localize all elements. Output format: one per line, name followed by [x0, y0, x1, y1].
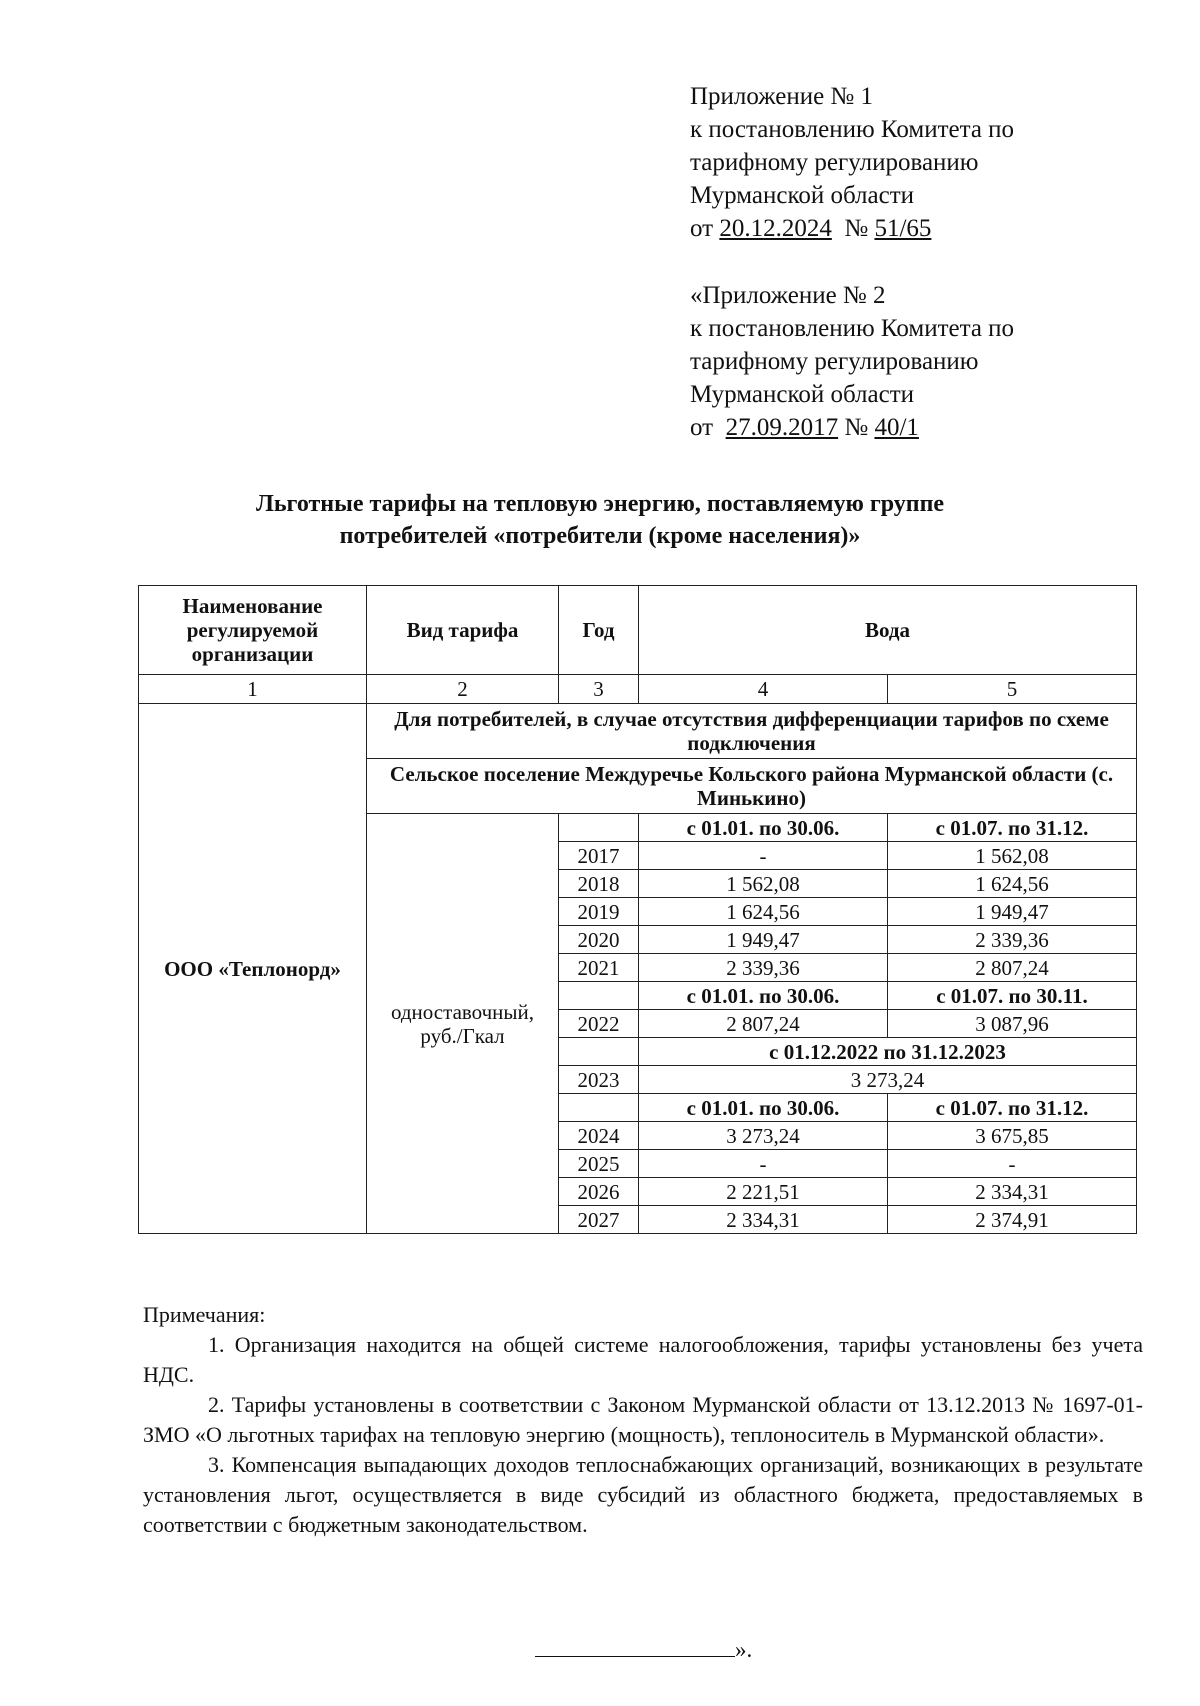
value-h2: 1 624,56 [888, 870, 1137, 898]
value-h1: 1 949,47 [639, 926, 888, 954]
value-h2: 1 562,08 [888, 842, 1137, 870]
year-cell: 2017 [559, 842, 639, 870]
appendix1-date: 20.12.2024 [719, 215, 832, 242]
year-cell: 2023 [559, 1066, 639, 1094]
value-h2: 3 675,85 [888, 1122, 1137, 1150]
appendix1-date-line [690, 212, 1014, 245]
col-number-3: 3 [559, 675, 639, 704]
period-year-blank [559, 1094, 639, 1122]
appendix2-number-prefix: № [844, 414, 869, 441]
period-year-blank [559, 1038, 639, 1066]
period-year-blank [559, 982, 639, 1010]
appendix2-number: 40/1 [874, 414, 919, 441]
period-year-blank [559, 814, 639, 842]
period-h1: с 01.01. по 30.06. [639, 1094, 888, 1122]
appendix2-date: 27.09.2017 [725, 414, 839, 441]
note-item-3: 3. Компенсация выпадающих доходов теплоснабжающих организаций, возникающих в результате установления льгот, осуществляется в виде субсидий из областного бюджета, предоставляемых в соответствии с бюджетным законодательством. [143, 1452, 1143, 1537]
col-number-1: 1 [139, 675, 367, 704]
value-h1: - [639, 1150, 888, 1178]
value-h1: 2 807,24 [639, 1010, 888, 1038]
closing-quote: ». [735, 1637, 753, 1662]
note-item-1: 1. Организация находится на общей системе налогообложения, тарифы установлены без учета НДС. [143, 1332, 1143, 1387]
value-h2: 2 339,36 [888, 926, 1137, 954]
signature-line [535, 1636, 735, 1657]
value-h1: 3 273,24 [639, 1122, 888, 1150]
year-cell: 2024 [559, 1122, 639, 1150]
period-h2: с 01.07. по 30.11. [888, 982, 1137, 1010]
period-full: с 01.12.2022 по 31.12.2023 [639, 1038, 1137, 1066]
notes-section [143, 1300, 1143, 1540]
appendix2-line3: тарифному регулированию [690, 348, 979, 375]
appendix1-line4: Мурманской области [690, 182, 915, 209]
year-cell: 2018 [559, 870, 639, 898]
value-h1: 1 562,08 [639, 870, 888, 898]
year-cell: 2026 [559, 1178, 639, 1206]
year-cell: 2025 [559, 1150, 639, 1178]
year-cell: 2022 [559, 1010, 639, 1038]
table-header-row [139, 586, 1137, 675]
value-h1: 2 334,31 [639, 1206, 888, 1234]
header-organization: Наименование регулируемой организации [139, 586, 367, 675]
header-water: Вода [639, 586, 1137, 675]
notes-heading: Примечания: [143, 1302, 266, 1327]
note-item-2: 2. Тарифы установлены в соответствии с Законом Мурманской области от 13.12.2013 № 1697-01-ЗМО «О льготных тарифах на тепловую энергию (мощность), теплоноситель в Мурманской области». [143, 1392, 1143, 1447]
closing-mark [535, 1636, 752, 1663]
year-cell: 2027 [559, 1206, 639, 1234]
appendix1-date-prefix: от [690, 215, 714, 242]
value-h1: - [639, 842, 888, 870]
appendix1-number: 51/65 [874, 215, 932, 242]
appendix1-number-prefix: № [844, 215, 869, 242]
value-h2: 2 334,31 [888, 1178, 1137, 1206]
value-h2: 3 087,96 [888, 1010, 1137, 1038]
year-cell: 2019 [559, 898, 639, 926]
year-cell: 2021 [559, 954, 639, 982]
appendix2-date-line [690, 411, 1014, 444]
title-line1: Льготные тарифы на тепловую энергию, поставляемую группе [255, 491, 945, 517]
value-h1: 2 221,51 [639, 1178, 888, 1206]
value-h2: - [888, 1150, 1137, 1178]
col-number-5: 5 [888, 675, 1137, 704]
period-h2: с 01.07. по 31.12. [888, 1094, 1137, 1122]
col-number-4: 4 [639, 675, 888, 704]
organization-name: ООО «Теплонорд» [139, 704, 367, 1234]
header-year: Год [559, 586, 639, 675]
appendix2-line1: «Приложение № 2 [690, 282, 886, 309]
period-h1: с 01.01. по 30.06. [639, 982, 888, 1010]
value-h2: 1 949,47 [888, 898, 1137, 926]
value-h1: 2 339,36 [639, 954, 888, 982]
approval-header [690, 80, 1014, 444]
appendix2-line2: к постановлению Комитета по [690, 315, 1015, 342]
value-h2: 2 807,24 [888, 954, 1137, 982]
appendix1-line2: к постановлению Комитета по [690, 116, 1015, 143]
section-row [139, 704, 1137, 759]
value-full: 3 273,24 [639, 1066, 1137, 1094]
col-number-2: 2 [367, 675, 559, 704]
document-title [130, 488, 1070, 552]
header-tariff-type: Вид тарифа [367, 586, 559, 675]
title-line2: потребителей «потребители (кроме населения)» [339, 523, 861, 549]
section-title: Для потребителей, в случае отсутствия дифференциации тарифов по схеме подключения [367, 704, 1137, 759]
year-cell: 2020 [559, 926, 639, 954]
region-title: Сельское поселение Междуречье Кольского района Мурманской области (с. Минькино) [367, 759, 1137, 814]
tariff-table [138, 585, 1137, 1234]
appendix1-line1: Приложение № 1 [690, 83, 874, 110]
period-h1: с 01.01. по 30.06. [639, 814, 888, 842]
period-h2: с 01.07. по 31.12. [888, 814, 1137, 842]
appendix2-date-prefix: от [690, 414, 714, 441]
value-h2: 2 374,91 [888, 1206, 1137, 1234]
tariff-type: одноставочный, руб./Гкал [367, 814, 559, 1234]
value-h1: 1 624,56 [639, 898, 888, 926]
column-number-row [139, 675, 1137, 704]
appendix1-line3: тарифному регулированию [690, 149, 979, 176]
appendix2-line4: Мурманской области [690, 381, 915, 408]
header-gap [690, 245, 1014, 279]
